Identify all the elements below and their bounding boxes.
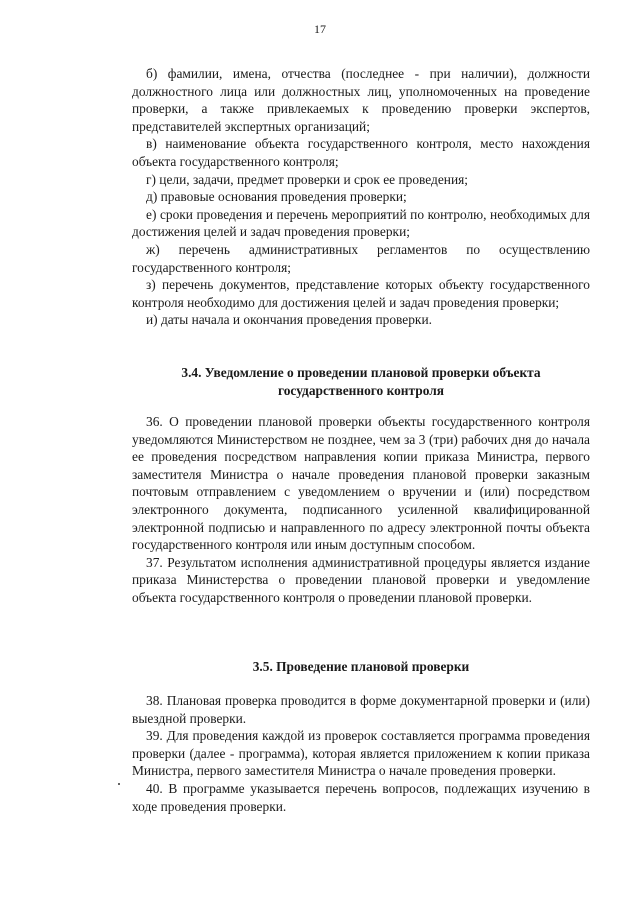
- list-item-zh: ж) перечень административных регламентов по осуществлению государственного контроля;: [132, 241, 590, 275]
- paragraph-40: 40. В программе указывается перечень вопросов, подлежащих изучению в ходе проведения проверки.: [132, 780, 590, 814]
- section-3-4-title: 3.4. Уведомление о проведении плановой проверки объекта государственного контроля: [181, 365, 541, 398]
- list-item-v: в) наименование объекта государственного контроля, место нахождения объекта государственного контроля;: [132, 136, 590, 169]
- paragraph-36: 36. О проведении плановой проверки объекты государственного контроля уведомляются Министерством не позднее, чем за 3 (три) рабочих дня до начала ее проведения посредством направления копии приказа Министра, первого заместителя Министра о начале проведения плановой проверки заказным почтовым отправлением с уведомлением о вручении и (или) посредством электронного документа, подписанного усиленной квалифицированной электронной подписью и направленного по адресу электронной почты объекта государственного контроля или иным доступным способом.: [132, 414, 590, 553]
- list-block: [132, 65, 590, 329]
- list-item-d: д) правовые основания проведения проверки;: [146, 189, 407, 205]
- paragraph-37: 37. Результатом исполнения административной процедуры является издание приказа Министерства о проведении плановой проверки и уведомление объекта государственного контроля о проведении плановой проверки.: [132, 554, 590, 605]
- list-item-b: б) фамилии, имена, отчества (последнее - при наличии), должности должностного лица или должностных лиц, уполномоченных на проведение проверки, а также привлекаемых к проведению проверки экспертов, представителей экспертных организаций;: [132, 66, 590, 134]
- list-item-e: е) сроки проведения и перечень мероприятий по контролю, необходимых для достижения целей и задач проведения проверки;: [132, 206, 590, 240]
- section-3-5-body: [132, 692, 590, 815]
- paragraph-39: 39. Для проведения каждой из проверок составляется программа проведения проверки (далее - программа), которая является приложением к копии приказа Министра, первого заместителя Министра о начале проведения проверки.: [132, 728, 590, 779]
- section-3-4-body: [132, 413, 590, 607]
- list-item-g: г) цели, задачи, предмет проверки и срок ее проведения;: [146, 171, 468, 187]
- scan-speck: [118, 783, 120, 785]
- paragraph-38: 38. Плановая проверка проводится в форме документарной проверки и (или) выездной проверки.: [132, 693, 590, 726]
- list-item-i: и) даты начала и окончания проведения проверки.: [146, 312, 432, 328]
- page-number: 17: [314, 22, 326, 36]
- list-item-z: з) перечень документов, представление которых объекту государственного контроля необходимо для достижения целей и задач проведения проверки;: [132, 277, 590, 310]
- section-3-5-title: 3.5. Проведение плановой проверки: [252, 659, 470, 674]
